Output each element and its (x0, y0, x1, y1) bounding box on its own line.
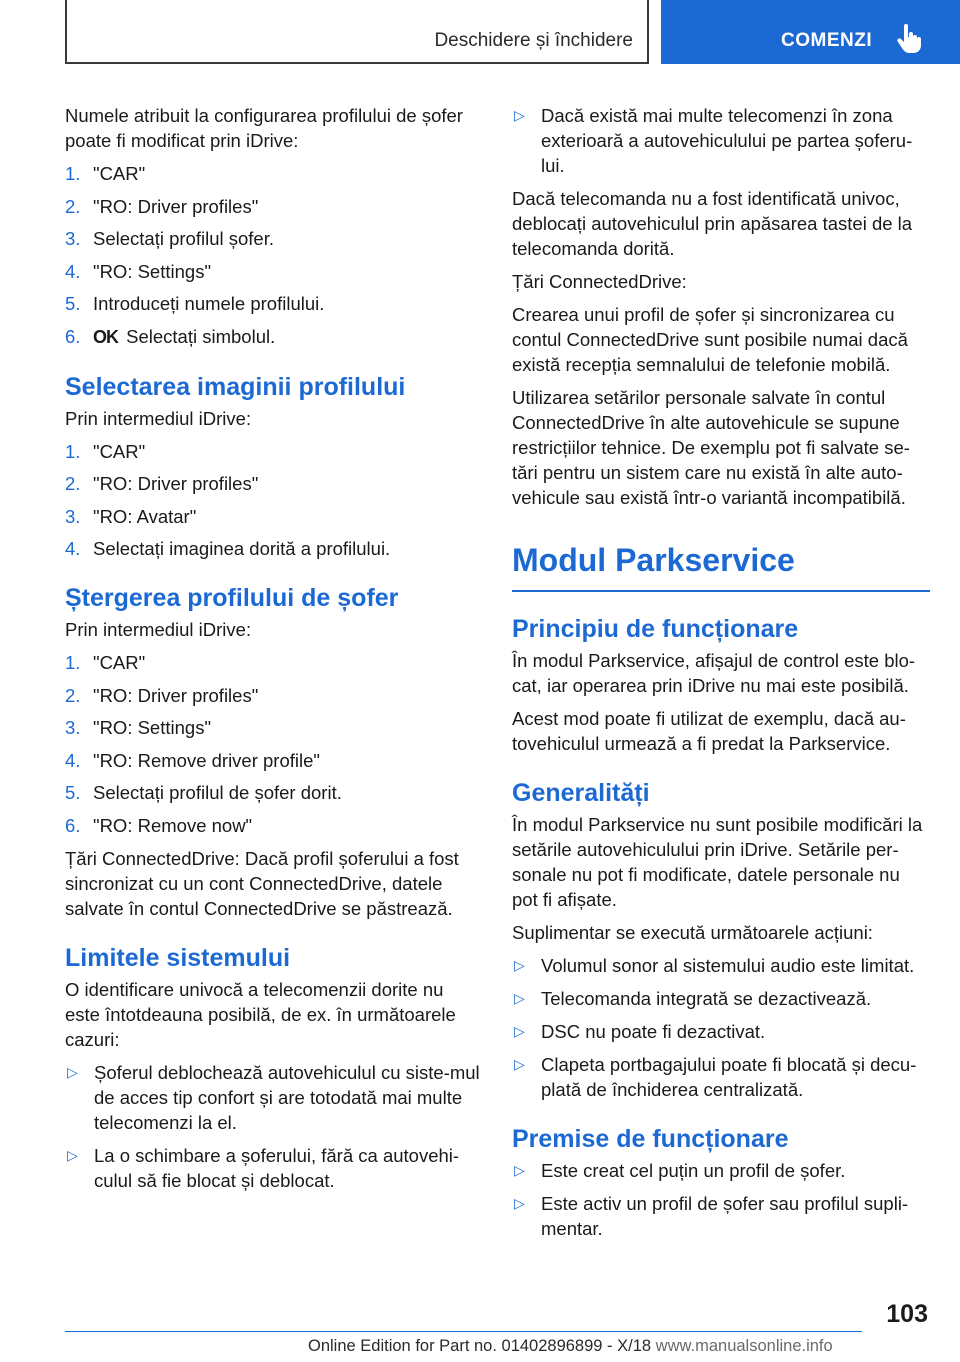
bullet-text: Telecomanda integrată se dezactivează. (541, 988, 872, 1009)
step-number: 3. (65, 505, 81, 527)
list-item (65, 324, 483, 350)
heading-premise: Premise de funcționare (512, 1125, 789, 1153)
list-item (65, 259, 483, 284)
bullet-text: DSC nu poate fi dezactivat. (541, 1021, 766, 1042)
header-chapter-tab (661, 0, 960, 64)
bullet-text: La o schimbare a șoferului, fără ca autovehi-culul să fie blocat și deblocat. (94, 1144, 460, 1191)
triangle-bullet-icon: ▷ (67, 1063, 78, 1080)
footer-divider (65, 1331, 862, 1332)
triangle-bullet-icon: ▷ (514, 990, 525, 1006)
bullet-text: Dacă există mai multe telecomenzi în zona exterioară a autovehiculului pe partea șoferu-lui. (541, 105, 913, 176)
step-number: 1. (65, 163, 81, 184)
step-text: Selectați imaginea dorită a profilului. (93, 538, 391, 559)
principle-paragraph-1: În modul Parkservice, afișajul de control este blo-cat, iar operarea prin iDrive nu mai este posibilă. (512, 650, 916, 696)
step-text: Introduceți numele profilului. (93, 293, 325, 314)
bullet-text: Clapeta portbagajului poate fi blocată și decu-plată de închiderea centralizată. (541, 1054, 917, 1100)
list-item (65, 715, 483, 740)
step-number: 5. (65, 293, 81, 314)
step-text: "RO: Driver profiles" (93, 195, 259, 217)
heading-parkservice: Modul Parkservice (512, 540, 930, 592)
list-item (65, 194, 483, 219)
connecteddrive-label: Țări ConnectedDrive: (512, 271, 687, 292)
pointing-hand-icon (893, 22, 925, 54)
delete-note: Țări ConnectedDrive: Dacă profil șoferului a fost sincronizat cu un cont ConnectedDrive, datele salvate în contul ConnectedDrive se păstrează. (65, 847, 459, 919)
restrictions-paragraph: Utilizarea setărilor personale salvate în contul ConnectedDrive în alte autovehicule se supune restricțiilor tehnice. De exemplu pot fi salvate se-tări pentru un sistem care nu există în alte auto-vehicule sau există într-o variantă incompatibilă. (512, 387, 910, 508)
limits-intro: O identificare univocă a telecomenzii dorite nu este întotdeauna posibilă, de ex. în următoarele cazuri: (65, 978, 456, 1050)
left-column (65, 103, 483, 1201)
bullet-text: Șoferul deblochează autovehiculul cu siste-mul de acces tip confort și are totodată mai multe telecomenzi la el. (94, 1061, 480, 1133)
limits-list-continued (512, 103, 930, 178)
right-column (512, 103, 930, 1249)
list-item (65, 748, 483, 773)
step-text: "RO: Remove driver profile" (93, 749, 320, 771)
watermark-text: www.manualsonline.info (655, 1337, 833, 1355)
list-item (65, 226, 483, 251)
step-number: 2. (65, 473, 81, 494)
list-item (512, 1191, 930, 1241)
step-number: 1. (65, 440, 81, 462)
list-item (512, 103, 930, 178)
triangle-bullet-icon: ▷ (514, 957, 525, 973)
step-number: 5. (65, 782, 81, 803)
section-title: Deschidere și închidere (434, 30, 633, 51)
heading-principle: Principiu de funcționare (512, 615, 799, 643)
list-item (65, 1060, 483, 1135)
step-text: "RO: Remove now" (93, 814, 253, 836)
chapter-title: COMENZI (781, 30, 873, 51)
principle-paragraph-2: Acest mod poate fi utilizat de exemplu, dacă au-tovehiculul urmează a fi predat la Parkservice. (512, 708, 906, 754)
unlock-paragraph: Dacă telecomanda nu a fost identificată univoc, deblocați autovehiculul prin apăsarea tastei de la telecomanda dorită. (512, 188, 913, 259)
step-text: "RO: Settings" (93, 717, 212, 738)
heading-profile-image: Selectarea imaginii profilului (65, 372, 406, 401)
step-number: 2. (65, 195, 81, 217)
step-text: Selectați profilul șofer. (93, 228, 274, 249)
step-number: 4. (65, 538, 81, 559)
general-paragraph-2: Suplimentar se execută următoarele acțiuni: (512, 922, 873, 943)
step-number: 3. (65, 717, 81, 738)
step-text: Selectați profilul de șofer dorit. (93, 782, 342, 803)
list-item (512, 1052, 930, 1102)
heading-system-limits: Limitele sistemului (65, 943, 291, 972)
step-text: "RO: Driver profiles" (93, 684, 259, 706)
step-text: "CAR" (93, 440, 146, 462)
list-item (512, 1019, 930, 1044)
step-number: 1. (65, 652, 81, 673)
list-item (65, 1143, 483, 1193)
delete-intro: Prin intermediul iDrive: (65, 619, 252, 640)
bullet-text: Volumul sonor al sistemului audio este limitat. (541, 955, 915, 976)
image-steps (65, 439, 483, 562)
list-item (65, 683, 483, 708)
list-item (512, 1158, 930, 1183)
list-item (65, 504, 483, 529)
step-text: Selectați simbolul. (126, 325, 276, 347)
triangle-bullet-icon: ▷ (514, 1195, 525, 1211)
bullet-text: Este creat cel puțin un profil de șofer. (541, 1160, 846, 1181)
list-item (512, 953, 930, 978)
step-text: "RO: Avatar" (93, 505, 197, 527)
general-list (512, 953, 930, 1102)
triangle-bullet-icon: ▷ (514, 1162, 525, 1178)
list-item (65, 471, 483, 496)
rename-steps (65, 161, 483, 350)
premise-list (512, 1158, 930, 1241)
list-item (65, 439, 483, 464)
triangle-bullet-icon: ▷ (514, 1023, 525, 1039)
list-item (65, 291, 483, 316)
ok-symbol-icon: OK (93, 326, 118, 347)
sync-paragraph: Crearea unui profil de șofer și sincronizarea cu contul ConnectedDrive sunt posibile numai dacă există recepția semnalului de telefonie mobilă. (512, 304, 908, 375)
header-section-tab (65, 0, 649, 64)
general-paragraph-1: În modul Parkservice nu sunt posibile modificări la setările autovehiculului prin iDrive. Setările per-sonale nu pot fi modificate, datele personale nu pot fi afișate. (512, 814, 923, 910)
bullet-text: Este activ un profil de șofer sau profilul supli-mentar. (541, 1193, 909, 1239)
step-text: "CAR" (93, 652, 146, 673)
delete-steps (65, 650, 483, 838)
step-text: "CAR" (93, 163, 146, 184)
page-number: 103 (886, 1300, 928, 1328)
rename-intro: Numele atribuit la configurarea profilului de șofer poate fi modificat prin iDrive: (65, 105, 463, 151)
step-number: 6. (65, 325, 81, 347)
step-text: "RO: Driver profiles" (93, 473, 259, 494)
list-item (65, 780, 483, 805)
image-intro: Prin intermediul iDrive: (65, 407, 252, 429)
list-item (65, 650, 483, 675)
limits-list (65, 1060, 483, 1193)
step-number: 3. (65, 228, 81, 249)
list-item (65, 813, 483, 838)
step-number: 4. (65, 749, 81, 771)
list-item (65, 536, 483, 561)
list-item (512, 986, 930, 1011)
edition-text: Online Edition for Part no. 01402896899 - X/18 (308, 1337, 652, 1355)
list-item (65, 161, 483, 186)
heading-general: Generalități (512, 779, 650, 807)
triangle-bullet-icon: ▷ (514, 107, 525, 123)
step-number: 6. (65, 814, 81, 836)
triangle-bullet-icon: ▷ (514, 1056, 525, 1072)
heading-delete-profile: Ștergerea profilului de șofer (65, 584, 399, 612)
triangle-bullet-icon: ▷ (67, 1146, 78, 1163)
step-number: 4. (65, 260, 81, 282)
step-number: 2. (65, 684, 81, 706)
step-text: "RO: Settings" (93, 260, 212, 282)
footer-edition (308, 1337, 833, 1356)
